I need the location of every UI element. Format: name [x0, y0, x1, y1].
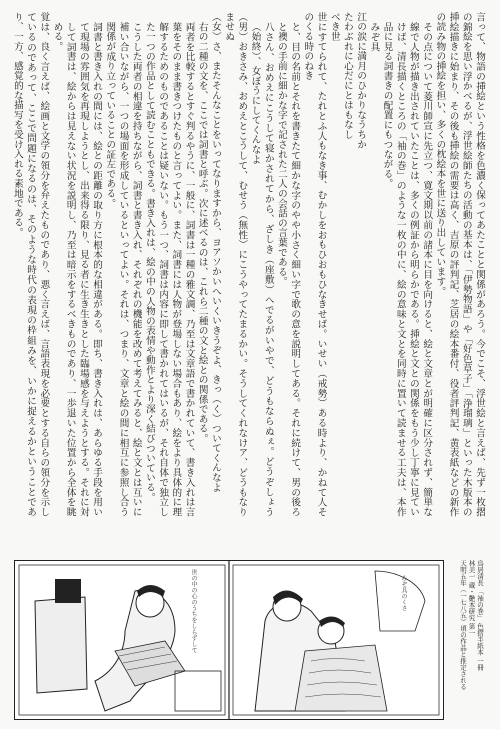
verse-line: 江の涙に満月のひかりなうちか	[355, 12, 367, 150]
verse-line: たわぶれに心だにとはもなし	[341, 12, 353, 140]
paragraph: 詞書と書き入れの間には、絵との距離の取り方に根本的な相違がある。即ち、書き入れは、あらゆる手段を用いて現場の雰囲気を再現しようとし、出来得る限り、見る者に生き生きとした臨場感を与えようとする。それに対して詞書は、絵からは見えない状況を説明し、乃至は暗示をするべきものであり、一歩退いた位置から全体を眺める。	[51, 22, 103, 517]
verse-line: べき世	[328, 12, 340, 42]
speech-line: （女）さ、またそんなことをいってなりますから、ヨアソかいへいくいきうぞよ、きっ（く）ついてくんなよ	[209, 12, 221, 493]
caption-line: 鳥居清長 「袖の巻」 色摺半紙本 一冊	[476, 560, 484, 671]
paragraph: と、目の名前とそれを書きたて細かな字のやや小さく細い字で歌の意を説明してある。それに続けて、男の後ろと襖の手前に細かな字で記された二人の会話の言葉である。	[275, 22, 301, 517]
illustration-drawing	[15, 561, 443, 719]
section-heading: みぞ具	[368, 22, 380, 52]
paragraph: 両者を比較するとすぐ判るやうに、一般に、詞書は一種の雅文調、乃至は文章語で書かれていて、書き入れは言葉をそのまま書きつけたものと言ってよい。また、詞書には人物が登場しない場合もあり、絵をより具体的に理解するためのものであることは疑いない。もう一つ、詞書は内容に即して書かれてはいるが、それ自体で独立した一つの作品として読むこともできる。書き入れは、絵の中の人物の表情や動作とより深く結びついている。	[143, 22, 195, 517]
plate-inscription-right: みぞ具のくさ	[400, 575, 407, 611]
plate-inscription-left: 世の中の心のうちをしらずして	[190, 569, 197, 653]
caption-line: 林美一 蔵・艶本研究 第一	[467, 560, 476, 636]
article-body	[12, 12, 486, 517]
paragraph: 言って、物語の挿絵という性格を色濃く保ってあたことと関係があろう。今でこそ、浮世絵と言えば、先ず一枚摺の錦絵を思い浮かべるが、浮世絵師たちの活動の基本は、「伊勢物語」や「好色草子」「浄瑠璃」といった木版本の挿絵描きに始まり、その後も挿絵の需要は高く、吉原の評判記、芝居の絵本番付、役者評判記、黄表紙などの新作の読み物の挿絵を担い、多くの枕絵本を世に送り出しています。	[434, 12, 485, 517]
paragraph: 右の二種の文を、ここでは詞書と呼ぶ。次に述べるのは、これら二種の文と絵との関係である。	[196, 22, 208, 444]
woodblock-illustration	[14, 560, 444, 720]
paragraph: こうした両者の相違を持ちながら、詞書と書き入れ、それぞれの機能を改めて考えてみると、絵と文とは互いに補い合いながら、一つの場面を形成しているといってよい。それは、つまり、文章と絵の間に相互に参照し合う関係が成り立っていることの証左である。	[104, 22, 142, 517]
paragraph: その点について菱川師宣に先立つ、寛文期以前の諸本に目を向けると、絵と文章とが明確に区分されず、簡単な線で人物が描き出されていたことは、多くの例証から明らかである。挿絵と文との関係をもう少し丁寧に見ていけば、清長描くところの「袖の巻」のような一枚の中に、絵の意味と文とを同時に置いて読ませる工夫は、本作品に見る詞書きの配置にもつながる。	[381, 22, 433, 517]
illustration-caption	[438, 560, 484, 720]
caption-line: 天明五年（一七八五）頃の作品と推定される	[459, 560, 467, 690]
speech-line: 八さん、おめえにこうして寝かされてから、ざしき（座敷）へでるがいやで、どうもならぬぇ。どうぞしょう（始終）、女ぼうにしてくんなよ	[249, 22, 274, 517]
verse-line: 世にすてられて、たれとふ人もなき事、むかしをおもひおもひなきせば。いせい（戒勢）ある時より、かねて人そのくる時のねき	[302, 12, 327, 517]
paragraph: 覚は、良く言えば、絵画と文学の領分を弁えたものであり、悪く言えば、言語表現を必要とする自らの領分を示しているのであって、ここで問題になるのは、そのような時代の表現の枠組みを、いかに捉えるかということであり、一方、感覚的な描写を受け入れる素地である。	[11, 12, 50, 517]
speech-line: （男）おきさみ、おめえとこうして、むせう（無性）にこうやってたまるかい。そうしてくれなけア、どうもなりませぬ	[223, 12, 248, 517]
